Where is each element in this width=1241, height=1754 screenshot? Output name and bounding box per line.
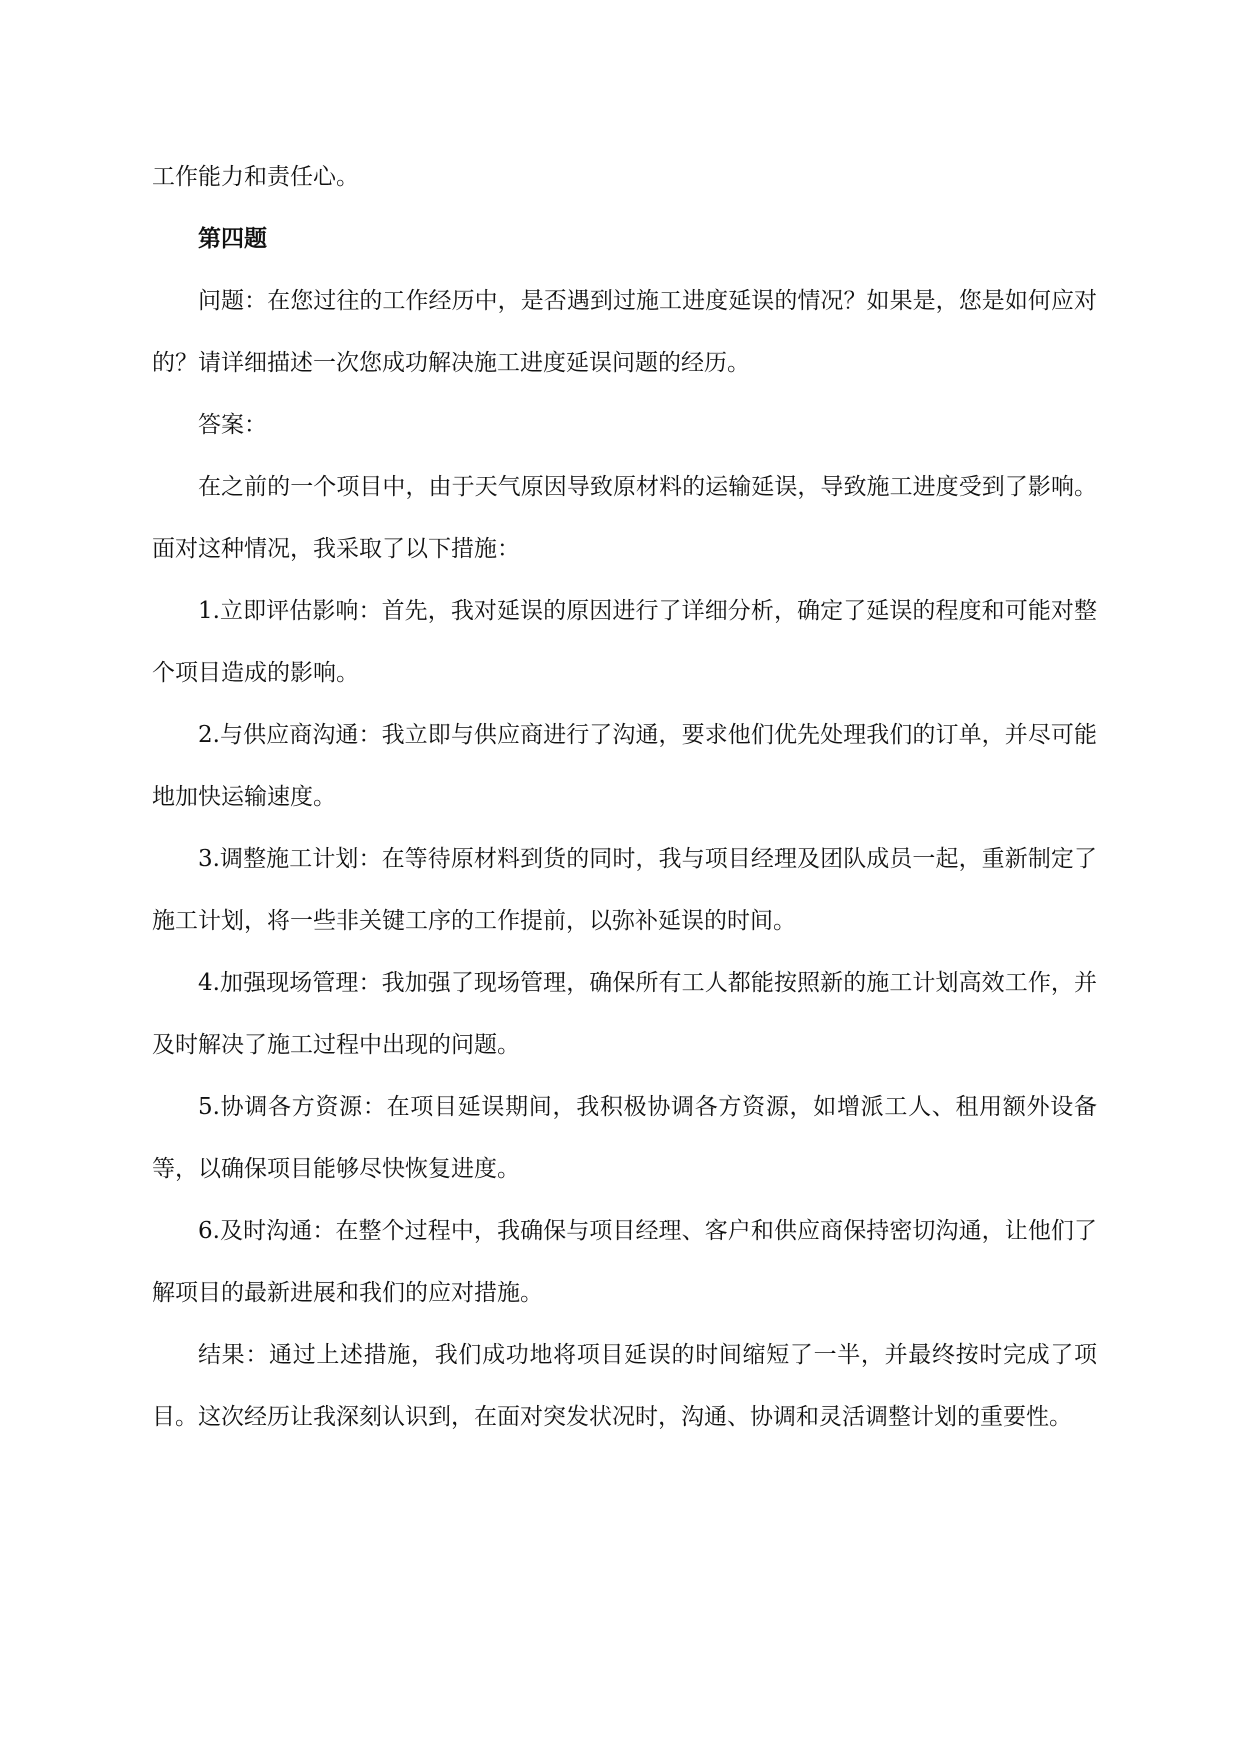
paragraph-continuation: 工作能力和责任心。 xyxy=(152,164,359,190)
measure-item-1: 1.立即评估影响：首先，我对延误的原因进行了详细分析，确定了延误的程度和可能对整个项目造成的影响。 xyxy=(152,598,1097,686)
question-text: 问题：在您过往的工作经历中，是否遇到过施工进度延误的情况？如果是，您是如何应对的？请详细描述一次您成功解决施工进度延误问题的经历。 xyxy=(152,288,1097,376)
answer-intro: 在之前的一个项目中，由于天气原因导致原材料的运输延误，导致施工进度受到了影响。面对这种情况，我采取了以下措施： xyxy=(152,474,1097,562)
measure-item-6: 6.及时沟通：在整个过程中，我确保与项目经理、客户和供应商保持密切沟通，让他们了解项目的最新进展和我们的应对措施。 xyxy=(152,1218,1097,1306)
answer-label: 答案： xyxy=(198,412,267,438)
measure-item-4: 4.加强现场管理：我加强了现场管理，确保所有工人都能按照新的施工计划高效工作，并及时解决了施工过程中出现的问题。 xyxy=(152,970,1097,1058)
measure-item-3: 3.调整施工计划：在等待原材料到货的同时，我与项目经理及团队成员一起，重新制定了施工计划，将一些非关键工序的工作提前，以弥补延误的时间。 xyxy=(152,846,1097,934)
question-heading: 第四题 xyxy=(198,225,267,252)
measure-item-2: 2.与供应商沟通：我立即与供应商进行了沟通，要求他们优先处理我们的订单，并尽可能地加快运输速度。 xyxy=(152,722,1097,810)
result-paragraph: 结果：通过上述措施，我们成功地将项目延误的时间缩短了一半，并最终按时完成了项目。这次经历让我深刻认识到，在面对突发状况时，沟通、协调和灵活调整计划的重要性。 xyxy=(152,1342,1097,1430)
measure-item-5: 5.协调各方资源：在项目延误期间，我积极协调各方资源，如增派工人、租用额外设备等，以确保项目能够尽快恢复进度。 xyxy=(152,1094,1097,1182)
document-body xyxy=(152,146,1097,1448)
